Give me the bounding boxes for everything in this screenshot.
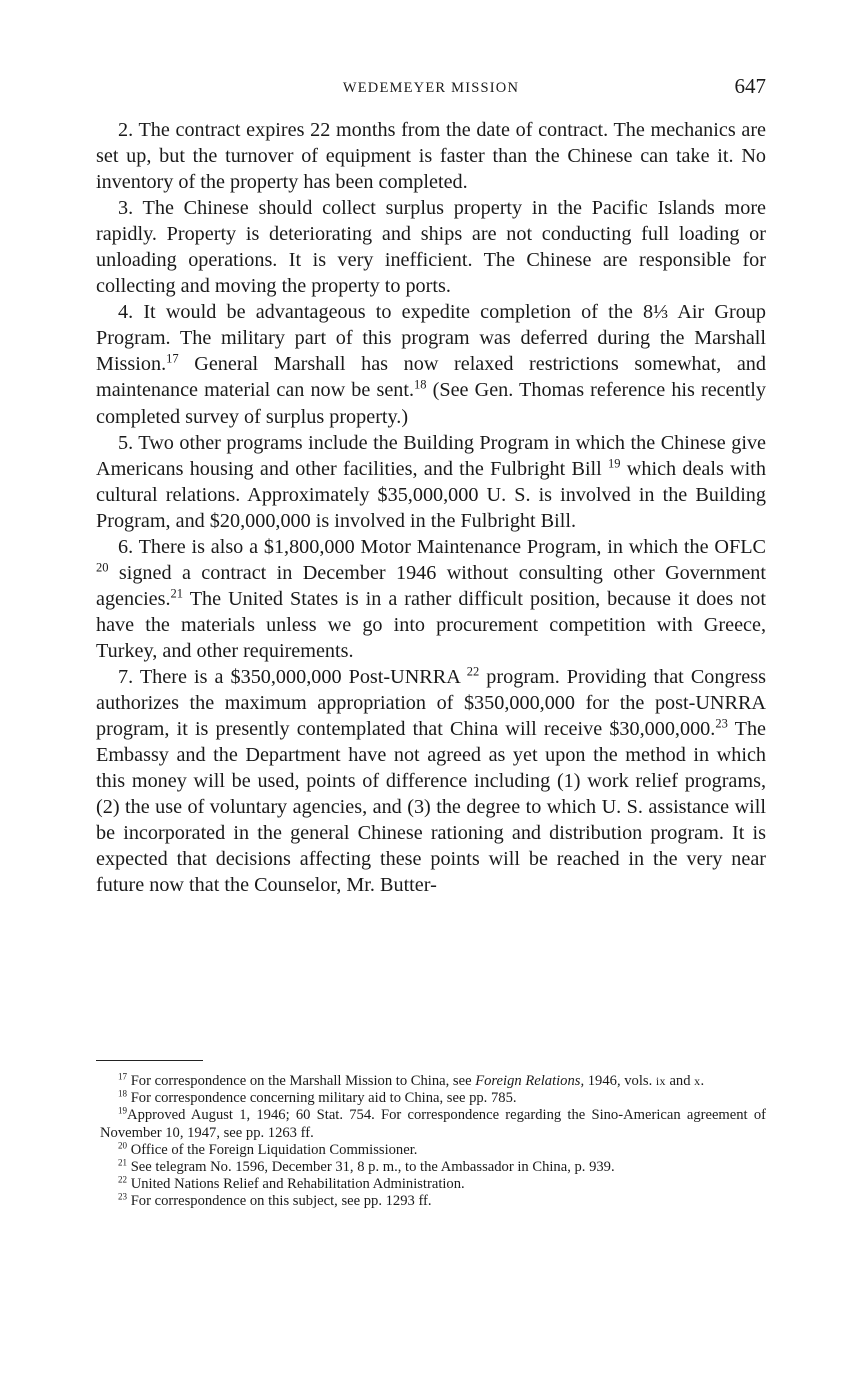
footnote-ref: 19: [608, 455, 621, 470]
text-run: 2. The contract expires 22 months from the date of contract. The mechanics are set up, but the turnover of equipment is faster than the Chinese can take it. No inventory of the property has been completed.: [96, 119, 766, 194]
italic-text: Foreign Relations,: [475, 1073, 585, 1089]
footnote-ref: 23: [715, 716, 728, 731]
footnote-ref: 17: [118, 1071, 128, 1082]
text-run: 5. Two other programs include the Building Program in which the Chinese give Americans housing and other facilities, and the Fulbright Bill: [96, 431, 766, 480]
footnote-ref: 21: [118, 1157, 128, 1168]
paragraph: [96, 534, 766, 664]
footnote-ref: 20: [96, 560, 109, 575]
footnote-ref: 21: [170, 586, 184, 601]
text-run: which deals with cultural relations. Approximately $35,000,000 U. S. is involved in the Building Program, and $20,000,000 is involved in the Fulbright Bill.: [96, 457, 766, 532]
paragraph: [96, 664, 766, 898]
text-run: The Embassy and the Department have not agreed as yet upon the method in which this money will be used, points of difference including (1) work relief programs, (2) the use of voluntary agencies, and (3) the degree to which U. S. assistance will be incorporated in the general Chinese rationing and distribution program. It is expected that decisions affecting these points will be reached in the very near future now that the Counselor, Mr. Butter-: [96, 718, 766, 897]
text-run: signed a contract in December 1946 without consulting other Government agencies.: [96, 561, 766, 610]
footnote: [100, 1159, 766, 1176]
footnote-ref: 19: [118, 1105, 128, 1116]
page-number: 647: [734, 74, 766, 98]
body-text: [96, 117, 766, 898]
text-run: For correspondence concerning military aid to China, see pp. 785.: [127, 1090, 517, 1107]
footnote-ref: 17: [166, 351, 179, 366]
text-run: program. Providing that Congress authorizes the maximum appropriation of $350,000,000 for the post-UNRRA program, it is presently contemplated that China will receive $30,000,000.: [96, 665, 766, 741]
footnote: [100, 1090, 766, 1107]
text-run: 7. There is a $350,000,000 Post-UNRRA: [118, 665, 467, 688]
text-run: 6. There is also a $1,800,000 Motor Maintenance Program, in which the OFLC: [118, 535, 766, 558]
footnote-ref: 18: [118, 1088, 128, 1099]
text-run: 4. It would be advantageous to expedite completion of the 8⅓ Air Group Program. The military part of this program was deferred during the Marshall Mission.: [96, 301, 766, 376]
footnote-ref: 22: [118, 1174, 128, 1185]
footnote: [100, 1176, 766, 1193]
text-run: Office of the Foreign Liquidation Commissioner.: [127, 1141, 418, 1158]
paragraph: [96, 299, 766, 429]
text-run: The United States is in a rather difficult position, because it does not have the materials unless we go into procurement competition with Greece, Turkey, and other requirements.: [96, 587, 766, 662]
footnote: [100, 1073, 766, 1090]
footnote-ref: 18: [414, 377, 427, 392]
text-run: See telegram No. 1596, December 31, 8 p. m., to the Ambassador in China, p. 939.: [127, 1159, 615, 1176]
text-run: .: [700, 1073, 705, 1089]
paragraph: [96, 195, 766, 299]
small-caps-text: ix: [655, 1074, 666, 1088]
text-run: (See Gen. Thomas reference his recently completed survey of surplus property.): [96, 379, 766, 428]
text-run: 1946, vols.: [584, 1073, 656, 1089]
text-run: and: [665, 1073, 695, 1089]
text-run: For correspondence on this subject, see pp. 1293 ff.: [127, 1193, 432, 1210]
text-run: United Nations Relief and Rehabilitation Administration.: [127, 1176, 465, 1193]
text-run: General Marshall has now relaxed restrictions somewhat, and maintenance material can now be sent.: [96, 353, 766, 402]
running-title: WEDEMEYER MISSION: [342, 80, 520, 96]
text-run: For correspondence on the Marshall Mission to China, see: [127, 1073, 476, 1089]
text-run: Approved August 1, 1946; 60 Stat. 754. For correspondence regarding the Sino-American agreement of November 10, 1947, see pp. 1263 ff.: [100, 1107, 766, 1141]
paragraph: [96, 430, 766, 534]
paragraph: [96, 117, 766, 195]
footnote-ref: 20: [118, 1140, 128, 1151]
footnote: [100, 1142, 766, 1159]
running-head: [96, 74, 766, 104]
footnote: [100, 1193, 766, 1210]
footnote-ref: 22: [466, 664, 480, 679]
footnote-ref: 23: [118, 1191, 128, 1202]
footnotes: [100, 1073, 766, 1211]
text-run: 3. The Chinese should collect surplus property in the Pacific Islands more rapidly. Property is deteriorating and ships are not conducting full loading or unloading operations. It is very inefficient. The Chinese are responsible for collecting and moving the property to ports.: [96, 197, 766, 298]
small-caps-text: x: [694, 1074, 701, 1088]
footnote-divider: [96, 1060, 203, 1061]
footnote: [100, 1107, 766, 1141]
